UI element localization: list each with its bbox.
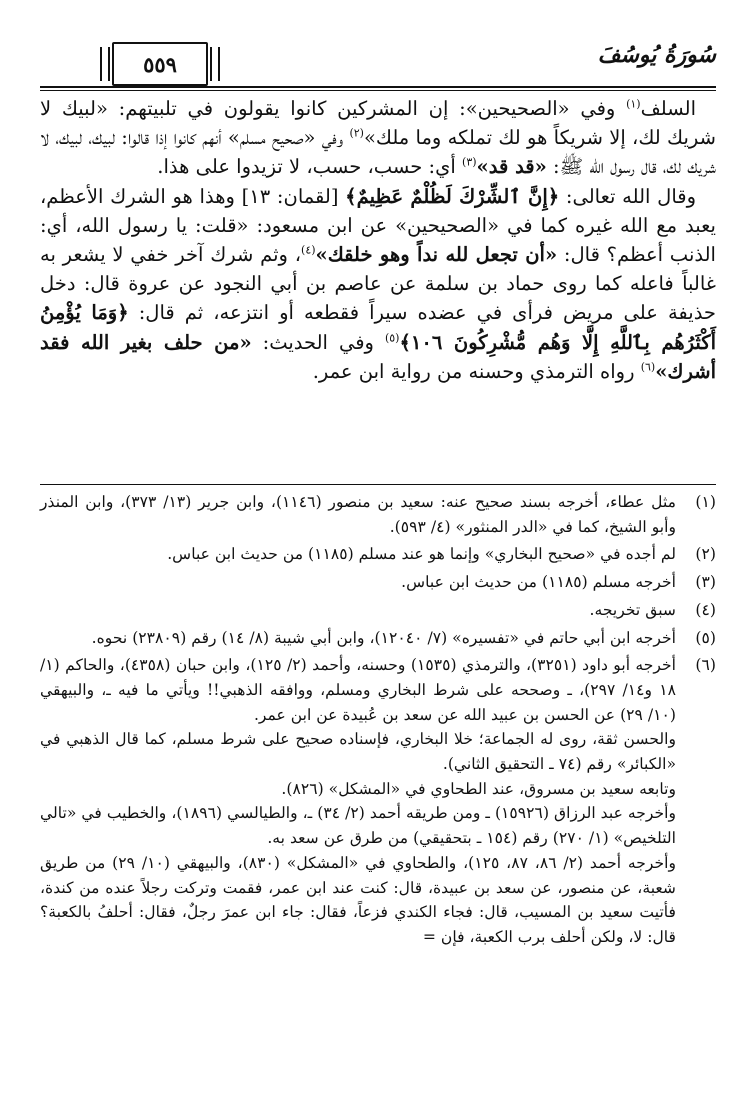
header-rule — [40, 86, 716, 88]
footnote-number: (٥) — [695, 628, 716, 647]
text-run: وفي الحديث: — [251, 330, 385, 354]
footnote — [40, 542, 716, 567]
footnote-ref: (١) — [626, 97, 641, 111]
text-run: وفي «الصحيحين»: إن المشركين كانوا يقولون في تلبيتهم: «لبيك لا شريك لك، إلا شريكاً هو لك تملكه وما ملك» — [40, 97, 716, 150]
body-paragraph — [40, 94, 716, 182]
body-paragraph — [40, 182, 716, 386]
footnote — [40, 626, 716, 651]
quoted-text: ﴿إِنَّ ٱلشِّرْكَ لَظُلْمٌ عَظِيمٌ﴾ — [345, 184, 560, 208]
footnote-text: وتابعه سعيد بن مسروق، عند الطحاوي في «المشكل» (٨٢٦). — [281, 779, 676, 798]
footnote — [40, 851, 716, 950]
footnote-number: (٢) — [695, 545, 716, 564]
quoted-text: «قد قد» — [476, 155, 547, 179]
footnote-number: (١) — [695, 493, 716, 511]
footnote-number: (٣) — [695, 573, 716, 592]
footnote-number: (٤) — [695, 600, 716, 619]
text-run: وفي «صحيح مسلم» أنهم كانوا إذا قالوا: لبيك، لبيك، لا شريك لك، قال رسول الله ﷺ: — [40, 126, 716, 179]
text-run: [لقمان: ١٣] وهذا هو الشرك الأعظم، يعبد مع الله غيره كما في «الصحيحين» عن ابن مسعود: «قلت: يا رسول الله، أي: الذنب أعظم؟ قال: — [40, 184, 716, 267]
footnote — [40, 653, 716, 727]
page-header — [40, 40, 716, 92]
footnote-ref: (٦) — [640, 360, 656, 374]
footnote-text: سبق تخريجه. — [589, 600, 676, 619]
text-run: السلف — [640, 97, 696, 120]
footnote-number: (٦) — [695, 656, 716, 675]
footnote-ref: (٣) — [462, 155, 477, 169]
footnote-text: وأخرجه عبد الرزاق (١٥٩٢٦) ـ ومن طريقه أحمد (٢/ ٣٤) ـ، والطيالسي (١٨٩٦)، والخطيب في «تالي التلخيص» (١/ ٢٧٠) رقم (١٥٤ ـ بتحقيقي) من طرق عن سعد به. — [40, 804, 676, 848]
main-text — [40, 94, 716, 386]
text-run: ، وثم شرك آخر خفي لا يشعر به غالباً فاعله كما روى حماد بن سلمة عن عاصم بن أبي النجود عن عروة قال: دخل حذيفة على مريض فرأى في عضده سيراً فقطعه أو انتزعه، ثم قال: — [40, 243, 716, 325]
footnote — [40, 801, 716, 850]
footnote-text: والحسن ثقة، روى له الجماعة؛ خلا البخاري، فإسناده صحيح على شرط مسلم، كما قال الذهبي في «الكبائر» رقم (٧٤ ـ التحقيق الثاني). — [40, 730, 676, 774]
quoted-text: ﴿وَمَا يُؤْمِنُ أَكْثَرُهُم بِٱللَّهِ إِلَّا وَهُم مُّشْرِكُونَ ١٠٦﴾ — [40, 301, 716, 354]
header-rule — [40, 90, 716, 91]
footnote — [40, 727, 716, 776]
quoted-text: «أن تجعل لله نداً وهو خلقك» — [315, 243, 558, 267]
footnote-text: وأخرجه أحمد (٢/ ٨٦، ٨٧، ١٢٥)، والطحاوي في «المشكل» (٨٣٠)، والبيهقي (١٠/ ٢٩) من طريق شعبة، عن منصور، عن سعد بن عبيدة، قال: كنت عند ابن عمر، فقمت وتركت رجلاً عنده من كندة، فأتيت سعيد بن المسيب، قال: فجاء الكندي فزعاً، فقال: جاء ابن عمرَ رجلٌ، فقال: أحلفُ بالكعبة؟ قال: لا، ولكن أحلف برب الكعبة، فإن = — [40, 853, 677, 946]
footnote-ref: (٤) — [301, 243, 316, 257]
footnote-ref: (٢) — [349, 126, 364, 140]
footnote-ref: (٥) — [384, 331, 400, 345]
footnote — [40, 598, 716, 623]
quoted-text: «من حلف بغير الله فقد أشرك» — [40, 330, 716, 383]
footnote-text: أخرجه أبو داود (٣٢٥١)، والترمذي (١٥٣٥) وحسنه، وأحمد (٢/ ١٢٥)، وابن حبان (٤٣٥٨)، والحاكم (١/ ١٨ و١٤/ ٢٩٧)، ـ وصححه على شرط البخاري ومسلم، ووافقه الذهبي!! ويأتي ما فيه ـ، والبيهقي (١٠/ ٢٩) عن الحسن بن عبيد الله عن سعد بن عُبيدة عن ابن عمر. — [40, 656, 677, 724]
footnote-text: لم أجده في «صحيح البخاري» وإنما هو عند مسلم (١١٨٥) من حديث ابن عباس. — [167, 545, 676, 564]
footnote-text: أخرجه ابن أبي حاتم في «تفسيره» (٧/ ١٢٠٤٠)، وابن أبي شيبة (٨/ ١٤) رقم (٢٣٨٠٩) نحوه. — [91, 628, 676, 647]
footnotes — [40, 490, 716, 950]
footnote-separator — [40, 484, 716, 485]
footnote — [40, 777, 716, 802]
text-run: أي: حسب، حسب، لا تزيدوا على هذا. — [157, 155, 463, 179]
footnote — [40, 490, 716, 539]
text-run: رواه الترمذي وحسنه من رواية ابن عمر. — [312, 359, 641, 383]
footnote — [40, 570, 716, 595]
footnote-text: مثل عطاء، أخرجه بسند صحيح عنه: سعيد بن منصور (١١٤٦)، وابن جرير (١٣/ ٣٧٣)، وابن المنذر وأبو الشيخ، كما في «الدر المنثور» (٤/ ٥٩٣). — [40, 493, 677, 536]
running-title: سُورَةُ يُوسُفَ — [597, 42, 716, 68]
footnote-text: أخرجه مسلم (١١٨٥) من حديث ابن عباس. — [401, 573, 676, 592]
text-run: وقال الله تعالى: — [559, 184, 696, 208]
page-number: ٥٥٩ — [112, 42, 208, 86]
